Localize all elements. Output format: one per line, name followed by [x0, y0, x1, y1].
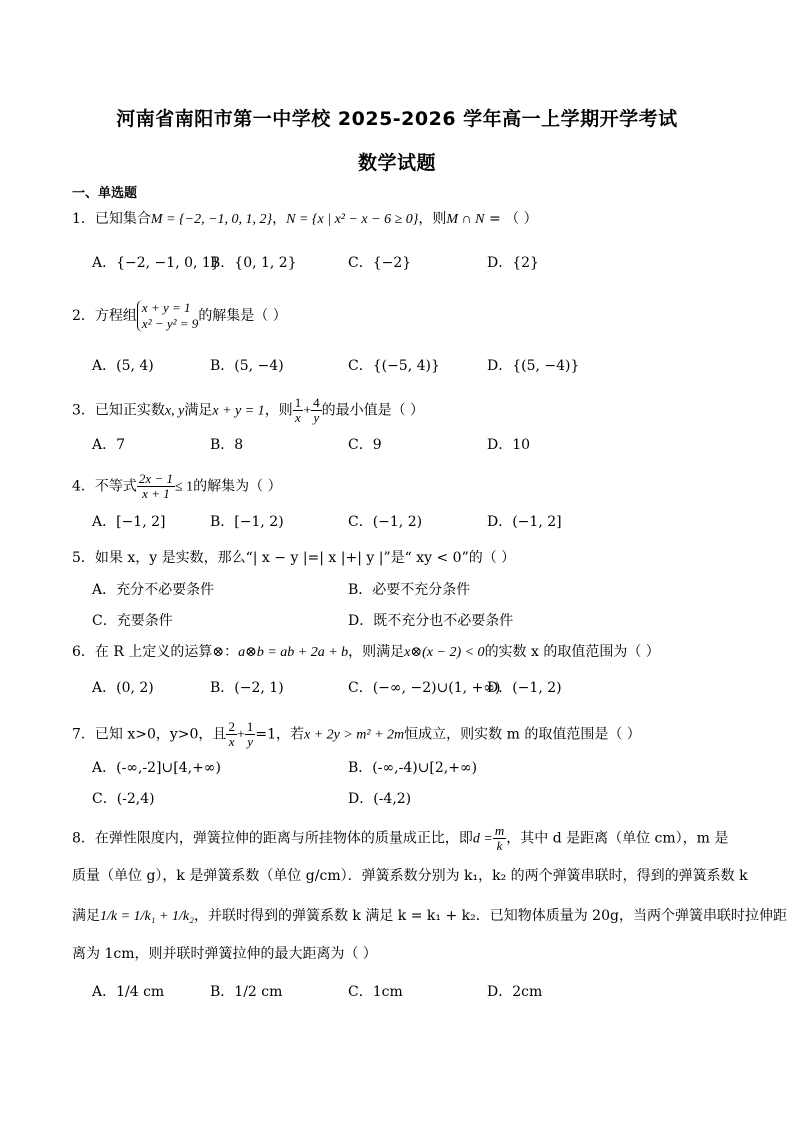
- fraction-1-over-y: $\frac{1}{y}$: [246, 719, 254, 749]
- question-4-option-a: A．[−1, 2]: [92, 514, 166, 530]
- question-3-option-a: A．7: [92, 437, 126, 453]
- question-3-option-c: C．9: [348, 437, 382, 453]
- fraction-inequality: $\frac{2x - 1}{x + 1}$: [138, 471, 173, 501]
- question-8-line-1: 8．在弹性限度内，弹簧拉伸的距离与所挂物体的质量成正比，即d = $\frac{m}{k}$ ，其中 d 是距离（单位 cm），m 是: [72, 823, 729, 853]
- question-6-option-c: C．(−∞, −2)∪(1, +∞): [348, 680, 501, 696]
- question-8-option-d: D．2cm: [487, 984, 543, 1000]
- question-1-option-a: A．{−2, −1, 0, 1}: [92, 255, 220, 271]
- question-5-option-d: D．既不充分也不必要条件: [348, 613, 514, 629]
- question-1-option-d: D．{2}: [487, 255, 539, 271]
- question-7-option-a: A．(-∞,-2]∪[4,+∞): [92, 760, 221, 776]
- question-4-option-d: D．(−1, 2]: [487, 514, 562, 530]
- question-1-option-c: C．{−2}: [348, 255, 412, 271]
- question-5-stem: 5．如果 x，y 是实数，那么“| x − y |=| x |+| y |”是“ xy < 0”的（ ）: [72, 550, 516, 566]
- fraction-1-over-x: $\frac{1}{x}$: [294, 395, 302, 425]
- question-1-stem: 1．已知集合M = {−2, −1, 0, 1, 2}，N = {x | x² − x − 6 ≥ 0}，则M ∩ N = （ ）: [72, 211, 538, 227]
- question-3-stem: 3．已知正实数x, y满足x + y = 1，则 $\frac{1}{x}$ + $\frac{4}{y}$ 的最小值是（ ）: [72, 395, 425, 425]
- fraction-m-over-k: $\frac{m}{k}$: [494, 823, 505, 853]
- question-2-stem: 2．方程组 x + y = 1 x² − y² = 9 的解集是（ ）: [72, 300, 287, 331]
- question-8-option-c: C．1cm: [348, 984, 403, 1000]
- question-7-stem: 7．已知 x>0，y>0，且 $\frac{2}{x}$ + $\frac{1}{y}$ =1，若x + 2y > m² + 2m恒成立，则实数 m 的取值范围是（ ）: [72, 719, 641, 749]
- question-2-option-c: C．{(−5, 4)}: [348, 358, 440, 374]
- question-8-option-a: A．1/4 cm: [92, 984, 165, 1000]
- question-7-option-c: C．(-2,4): [92, 791, 155, 807]
- question-5-option-b: B．必要不充分条件: [348, 582, 471, 598]
- question-5-option-c: C．充要条件: [92, 613, 173, 629]
- question-7-option-d: D．(-4,2): [348, 791, 412, 807]
- question-2-option-a: A．(5, 4): [92, 358, 154, 374]
- question-4-option-c: C．(−1, 2): [348, 514, 423, 530]
- question-5-option-a: A．充分不必要条件: [92, 582, 215, 598]
- fraction-4-over-y: $\frac{4}{y}$: [313, 395, 320, 425]
- question-4-option-b: B．[−1, 2): [210, 514, 284, 530]
- question-3-option-b: B．8: [210, 437, 244, 453]
- question-2-option-d: D．{(5, −4)}: [487, 358, 580, 374]
- exam-title: 河南省南阳市第一中学校 2025-2026 学年高一上学期开学考试: [116, 108, 678, 130]
- question-3-option-d: D．10: [487, 437, 531, 453]
- question-7-option-b: B．(-∞,-4)∪[2,+∞): [348, 760, 478, 776]
- question-6-option-a: A．(0, 2): [92, 680, 154, 696]
- question-8-option-b: B．1/2 cm: [210, 984, 283, 1000]
- question-4-stem: 4．不等式 $\frac{2x - 1}{x + 1}$ ≤ 1的解集为（ ）: [72, 471, 282, 501]
- question-2-option-b: B．(5, −4): [210, 358, 284, 374]
- question-8-line-2: 质量（单位 g），k 是弹簧系数（单位 g/cm）．弹簧系数分别为 k₁，k₂ 的两个弹簧串联时，得到的弹簧系数 k: [72, 868, 748, 884]
- question-8-line-4: 离为 1cm，则并联时弹簧拉伸的最大距离为（ ）: [72, 946, 377, 962]
- fraction-2-over-x: $\frac{2}{x}$: [228, 719, 235, 749]
- equation-system: x + y = 1 x² − y² = 9: [137, 300, 198, 332]
- exam-subtitle: 数学试题: [357, 152, 436, 174]
- question-6-stem: 6．在 R 上定义的运算⊗：a⊗b = ab + 2a + b，则满足x⊗(x − 2) < 0的实数 x 的取值范围为（ ）: [72, 644, 660, 660]
- section-heading: 一、单选题: [72, 186, 138, 201]
- question-6-option-b: B．(−2, 1): [210, 680, 284, 696]
- question-8-line-3: 满足1/k = 1/k₁ + 1/k₂，并联时得到的弹簧系数 k 满足 k = k₁ + k₂．已知物体质量为 20g，当两个弹簧串联时拉伸距: [72, 908, 787, 924]
- question-6-option-d: D．(−1, 2): [487, 680, 562, 696]
- question-1-option-b: B．{0, 1, 2}: [210, 255, 297, 271]
